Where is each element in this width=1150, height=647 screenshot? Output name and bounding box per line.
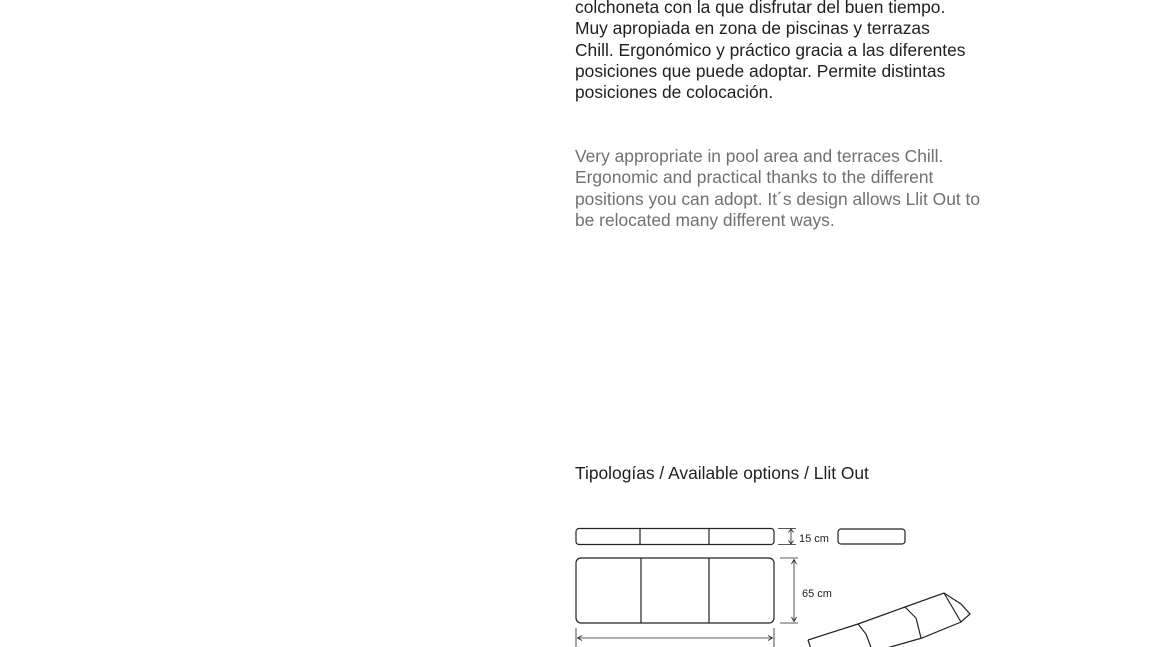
spanish-line-1: colchoneta con la que disfrutar del buen tiempo. <box>575 0 946 17</box>
side-view-drawing <box>576 529 774 545</box>
spanish-line-2: Muy apropiada en zona de piscinas y terrazas <box>575 18 930 39</box>
spanish-line-5: posiciones de colocación. <box>575 82 774 103</box>
english-line-4: be relocated many different ways. <box>575 209 835 230</box>
width-dimension-marker <box>780 558 798 623</box>
top-view-drawing <box>576 558 774 623</box>
single-module-drawing <box>838 529 905 544</box>
spanish-line-4: posiciones que puede adoptar. Permite distintas <box>575 60 946 81</box>
english-line-2: Ergonomic and practical thanks to the different <box>575 167 934 188</box>
english-line-1: Very appropriate in pool area and terraces Chill. <box>575 146 944 166</box>
width-dimension-label: 65 cm <box>802 588 832 600</box>
thickness-dimension-label: 15 cm <box>799 533 829 545</box>
perspective-view-drawing <box>808 593 970 647</box>
options-title: Tipologías / Available options / Llit Out <box>575 463 869 483</box>
thickness-dimension-marker <box>778 529 796 545</box>
english-line-3: positions you can adopt. It´s design allows Llit Out to <box>575 188 981 209</box>
length-dimension-marker <box>576 628 774 647</box>
spanish-line-3: Chill. Ergonómico y práctico gracia a las diferentes <box>575 39 966 60</box>
